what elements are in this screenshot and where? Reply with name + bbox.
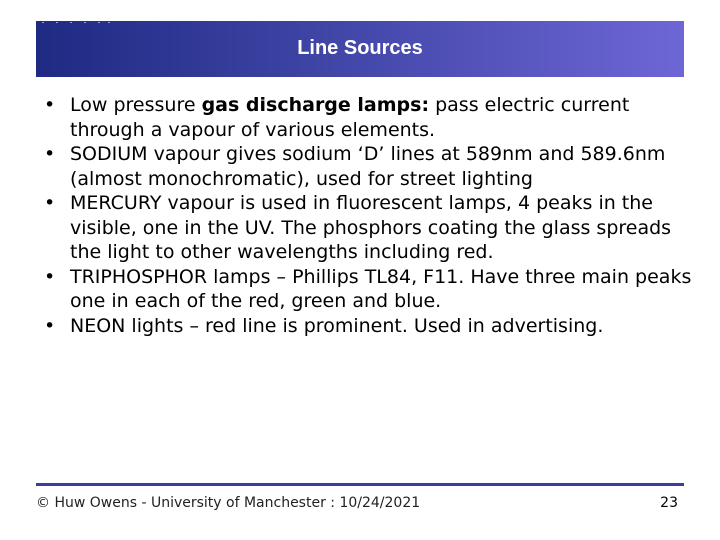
bullet-marker: • bbox=[44, 94, 56, 116]
slide-title: Line Sources bbox=[297, 37, 423, 59]
bullet-item bbox=[44, 314, 694, 339]
bullet-text: Low pressure bbox=[70, 94, 202, 116]
bullet-marker: • bbox=[44, 143, 56, 165]
bullet-marker: • bbox=[44, 314, 56, 337]
bullet-bold-text: gas discharge lamps: bbox=[201, 94, 430, 116]
bullet-text: TRIPHOSPHOR lamps – Phillips TL84, F11. Have three main peaks one in each of the red, green and blue. bbox=[70, 265, 692, 312]
bullet-item bbox=[44, 93, 694, 142]
bullet-list bbox=[44, 93, 694, 338]
bullet-text: pass electric current through a vapour of various elements. bbox=[70, 94, 630, 141]
bullet-item bbox=[44, 191, 694, 265]
bullet-item bbox=[44, 142, 694, 191]
decorative-dots bbox=[42, 21, 112, 25]
bullet-item bbox=[44, 265, 694, 314]
footer-copyright: © Huw Owens - University of Manchester : 10/24/2021 bbox=[36, 495, 421, 511]
bullet-marker: • bbox=[44, 192, 56, 214]
title-banner bbox=[36, 21, 684, 77]
page-number: 23 bbox=[660, 495, 678, 511]
bullet-text: MERCURY vapour is used in fluorescent lamps, 4 peaks in the visible, one in the UV. The phosphors coating the glass spreads the light to other wavelengths including red. bbox=[70, 192, 672, 263]
footer-divider bbox=[36, 483, 684, 486]
bullet-text: SODIUM vapour gives sodium ‘D’ lines at 589nm and 589.6nm (almost monochromatic), used for street lighting bbox=[70, 143, 666, 190]
bullet-marker: • bbox=[44, 265, 56, 288]
bullet-text: NEON lights – red line is prominent. Used in advertising. bbox=[70, 314, 604, 337]
